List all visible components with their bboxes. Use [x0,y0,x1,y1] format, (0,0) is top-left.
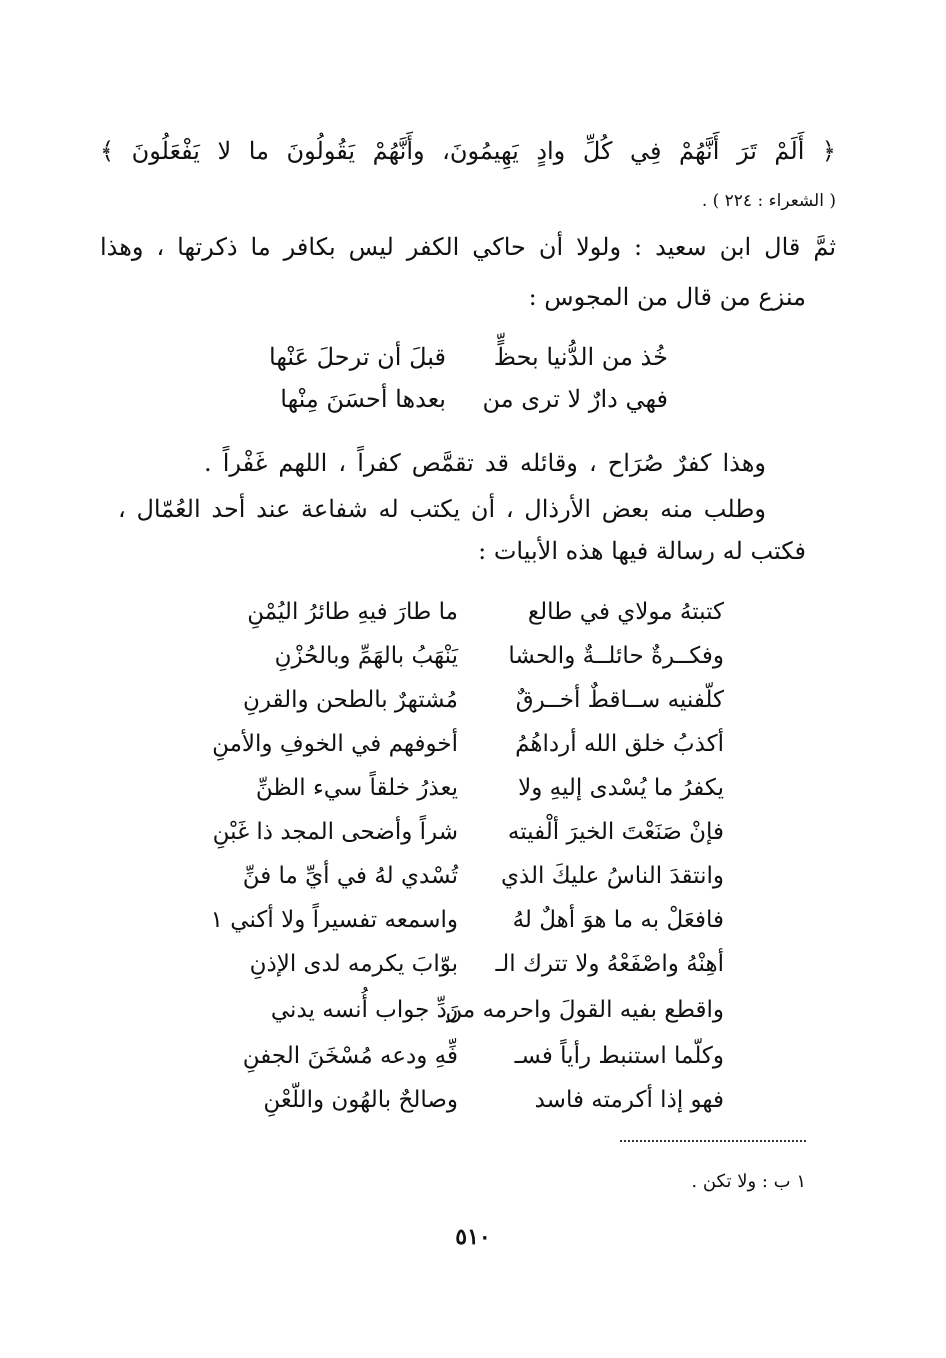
verse-left-hemistich: بوّابَ يكرمه لدى الإذنِ [249,951,458,977]
page-number: ٥١٠ [455,1224,491,1250]
verse-left-hemistich: يعذرُ خلقاً سيء الظنِّ [255,775,458,801]
verse-right-hemistich: فافعَلْ به ما هوَ أهلٌ لهُ [512,907,724,933]
verse-left-hemistich: شراً وأضحى المجد ذا غَبْنِ [212,819,458,845]
prose-line: ثمَّ قال ابن سعيد : ولولا أن حاكي الكفر ليس بكافر ما ذكرتها ، وهذا [100,233,836,261]
verse-left-hemistich: رَدِّ جواب أُنسه يدني [270,997,458,1023]
verse-right-hemistich: فهو إذا أكرمته فاسد [534,1087,724,1113]
verse-right-hemistich: أكذبُ خلق الله أرداهُمُ [515,731,724,757]
verse-right-hemistich: أهِنْهُ واصْفَعْهُ ولا تترك الـ [495,951,724,977]
verse-left-hemistich: تُسْدي لهُ في أيِّ ما فنِّ [242,863,458,889]
verse-right-hemistich: فهي دارٌ لا ترى من [482,385,668,413]
footnote: ١ ب : ولا تكن . [691,1171,806,1192]
verse-right-hemistich: فإنْ صَنَعْتَ الخيرَ ألْفيته [507,819,724,845]
verse-left-hemistich: واسمعه تفسيراً ولا أكني ١ [210,907,458,933]
verse-right-hemistich: وكلّما استنبط رأياً فسـ [514,1043,724,1069]
verse-right-hemistich: وانتقدَ الناسُ عليكَ الذي [500,863,724,889]
verse-right-hemistich: وفكــرةٌ حائلــةٌ والحشا [508,643,724,669]
verse-left-hemistich: مُشتهرٌ بالطحن والقرنِ [242,687,458,713]
verse-right-hemistich: يكفرُ ما يُسْدى إليهِ ولا [518,775,724,801]
verse-right-hemistich: كتبتهُ مولاي في طالع [527,599,724,625]
prose-line: وطلب منه بعض الأرذال ، أن يكتب له شفاعة عند أحد العُمّال ، [118,495,766,523]
verse-right-hemistich: كلّفنيه ســاقطٌ أخــرقٌ [515,687,724,713]
prose-line: وهذا كفرٌ صُرَاح ، وقائله قد تقمَّص كفراً ، اللهم غَفْراً . [204,449,766,477]
quran-citation: ( الشعراء : ٢٢٤ ) . [701,191,836,211]
verse-left-hemistich: يَنْهَبُ بالهَمِّ وبالحُزْنِ [274,643,458,669]
verse-left-hemistich: أخوفهم في الخوفِ والأمنِ [212,731,458,757]
verse-left-hemistich: قبلَ أن ترحلَ عَنْها [269,343,446,371]
verse-left-hemistich: وصالحٌ بالهُون واللّعْنِ [263,1087,458,1113]
verse-left-hemistich: بعدها أحسَنَ مِنْها [280,385,446,413]
verse-left-hemistich: فِّهِ ودعه مُسْخَنَ الجفنِ [242,1043,458,1069]
verse-left-hemistich: ما طارَ فيهِ طائرُ اليُمْنِ [247,599,458,625]
verse-right-hemistich: خُذ من الدُّنيا بحظٍّ [493,343,668,371]
footnote-divider [620,1140,806,1142]
verse-right-hemistich: واقطع بفيه القولَ واحرمه من [445,997,724,1023]
quran-verse: ﴿ أَلَمْ تَرَ أَنَّهُمْ فِي كُلِّ وادٍ يَهِيمُونَ، وأَنَّهُمْ يَقُولُونَ ما لا يَفْعَلُونَ ﴾ [100,137,836,165]
prose-line: فكتب له رسالة فيها هذه الأبيات : [478,537,806,565]
prose-line: منزع من قال من المجوس : [528,283,806,311]
